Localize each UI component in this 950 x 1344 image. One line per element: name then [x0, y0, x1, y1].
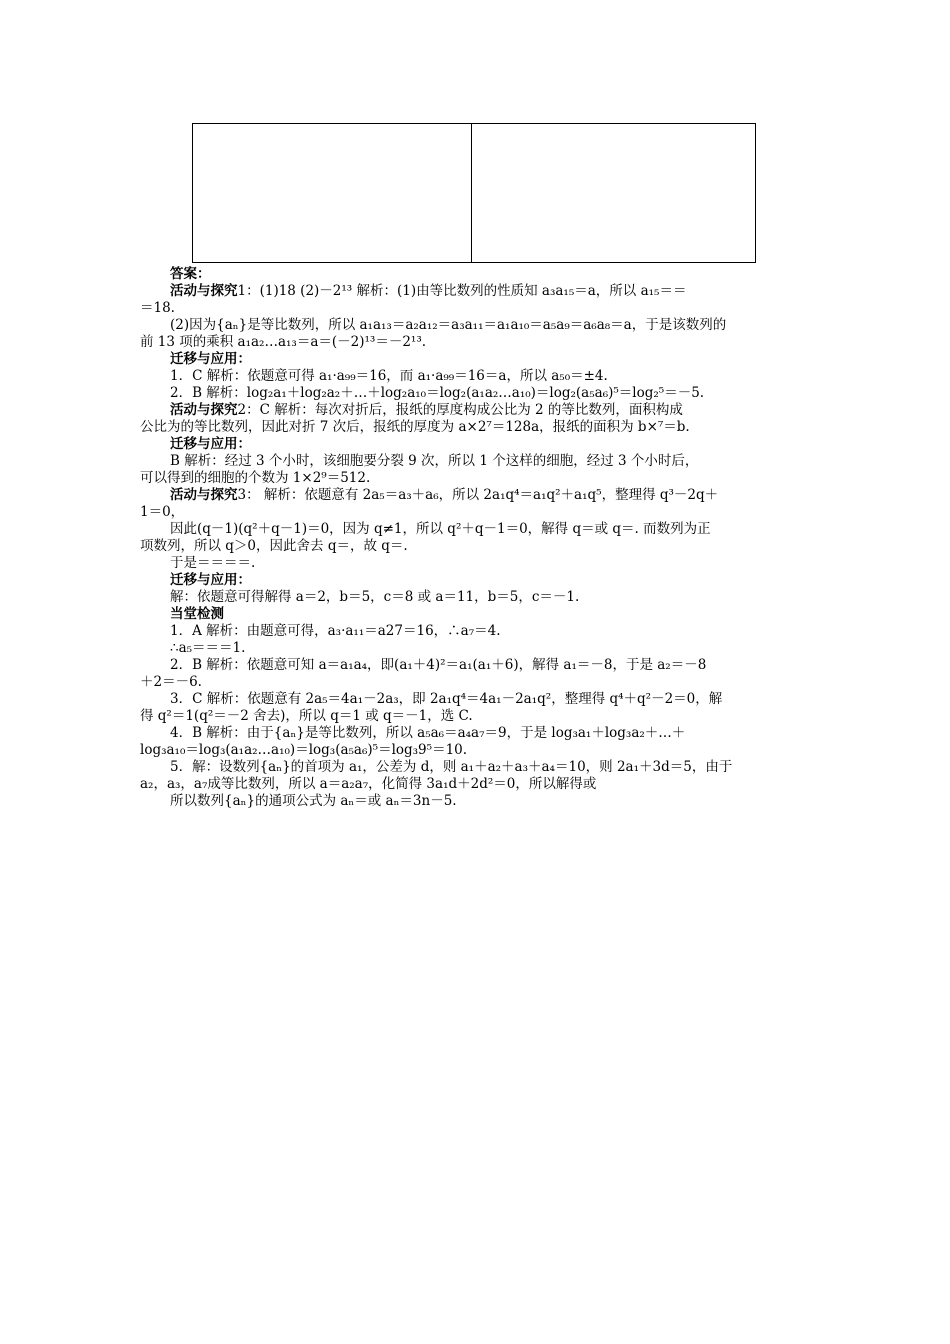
line-activity-3-cont: 1＝0， [140, 504, 185, 520]
line-check-q2-cont: ＋2＝－6. [140, 674, 202, 690]
line-check-heading: 当堂检测 [170, 606, 224, 622]
line-check-q1: 1．A 解析：由题意可得，a₃·a₁₁＝a27＝16，∴a₇＝4. [170, 623, 501, 639]
line-transfer-2: B 解析：经过 3 个小时，该细胞要分裂 9 次，所以 1 个这样的细胞，经过 3 个小时后， [170, 453, 699, 469]
line-activity-2: 活动与探究2：C 解析：每次对折后，报纸的厚度构成公比为 2 的等比数列，面积构成 [170, 402, 683, 418]
line-activity-3-solve-cont: 项数列，所以 q＞0，因此舍去 q＝，故 q＝. [140, 538, 408, 554]
line-transfer-2-cont: 可以得到的细胞的个数为 1×2⁹＝512. [140, 470, 371, 486]
line-check-q5-cont: a₂，a₃，a₇成等比数列，所以 a＝a₂a₇，化简得 3a₁d＋2d²＝0，所以解得或 [140, 776, 597, 792]
line-activity-1-cont: ＝18. [140, 300, 175, 316]
line-transfer-3: 解：依题意可得解得 a＝2，b＝5，c＝8 或 a＝11，b＝5，c＝－1. [170, 589, 580, 605]
line-check-q5-result: 所以数列{aₙ}的通项公式为 aₙ＝或 aₙ＝3n－5. [170, 793, 457, 809]
line-activity-2-cont: 公比为的等比数列，因此对折 7 次后，报纸的厚度为 a×2⁷＝128a，报纸的面积为 b×⁷＝b. [140, 419, 690, 435]
empty-table [192, 123, 756, 263]
line-check-q4: 4．B 解析：由于{aₙ}是等比数列，所以 a₅a₆＝a₄a₇＝9，于是 log₃a₁＋log₃a₂＋…＋ [170, 725, 686, 741]
answer-section [140, 266, 816, 810]
line-activity-3: 活动与探究3： 解析：依题意有 2a₅＝a₃＋a₆，所以 2a₁q⁴＝a₁q²＋a₁q⁵，整理得 q³－2q＋ [170, 487, 719, 503]
line-transfer-1-q2: 2．B 解析：log₂a₁＋log₂a₂＋…＋log₂a₁₀＝log₂(a₁a₂…a₁₀)＝log₂(a₅a₆)⁵＝log₂⁵＝－5. [170, 385, 705, 401]
line-activity-1-part2: (2)因为{aₙ}是等比数列，所以 a₁a₁₃＝a₂a₁₂＝a₃a₁₁＝a₁a₁₀＝a₅a₉＝a₆a₈＝a，于是该数列的 [170, 317, 727, 333]
line-activity-3-solve: 因此(q－1)(q²＋q－1)＝0，因为 q≠1，所以 q²＋q－1＝0，解得 q＝或 q＝. 而数列为正 [170, 521, 711, 537]
line-transfer-heading-1: 迁移与应用： [170, 351, 251, 367]
line-transfer-1-q1: 1．C 解析：依题意可得 a₁·a₉₉＝16，而 a₁·a₉₉＝16＝a，所以 a₅₀＝±4. [170, 368, 608, 384]
line-activity-1-part2-cont: 前 13 项的乘积 a₁a₂…a₁₃＝a＝(－2)¹³＝－2¹³. [140, 334, 427, 350]
line-check-q1-cont: ∴a₅＝＝＝1. [170, 640, 246, 656]
line-activity-1: 活动与探究1：(1)18 (2)－2¹³ 解析：(1)由等比数列的性质知 a₃a₁₅＝a，所以 a₁₅＝＝ [170, 283, 687, 299]
line-check-q4-cont: log₃a₁₀＝log₃(a₁a₂…a₁₀)＝log₃(a₅a₆)⁵＝log₃9⁵＝10. [140, 742, 468, 758]
line-check-q3: 3．C 解析：依题意有 2a₅＝4a₁－2a₃，即 2a₁q⁴＝4a₁－2a₁q²，整理得 q⁴＋q²－2＝0，解 [170, 691, 723, 707]
table-divider [471, 124, 472, 262]
line-check-q2: 2．B 解析：依题意可知 a＝a₁a₄，即(a₁＋4)²＝a₁(a₁＋6)，解得 a₁＝－8，于是 a₂＝－8 [170, 657, 707, 673]
line-transfer-heading-3: 迁移与应用： [170, 572, 251, 588]
line-activity-3-result: 于是＝＝＝＝. [170, 555, 256, 571]
line-transfer-heading-2: 迁移与应用： [170, 436, 251, 452]
line-check-q5: 5．解：设数列{aₙ}的首项为 a₁，公差为 d，则 a₁＋a₂＋a₃＋a₄＝10，则 2a₁＋3d＝5，由于 [170, 759, 733, 775]
line-answers-heading: 答案： [170, 266, 211, 282]
line-check-q3-cont: 得 q²＝1(q²＝－2 舍去)，所以 q＝1 或 q＝－1，选 C. [140, 708, 473, 724]
